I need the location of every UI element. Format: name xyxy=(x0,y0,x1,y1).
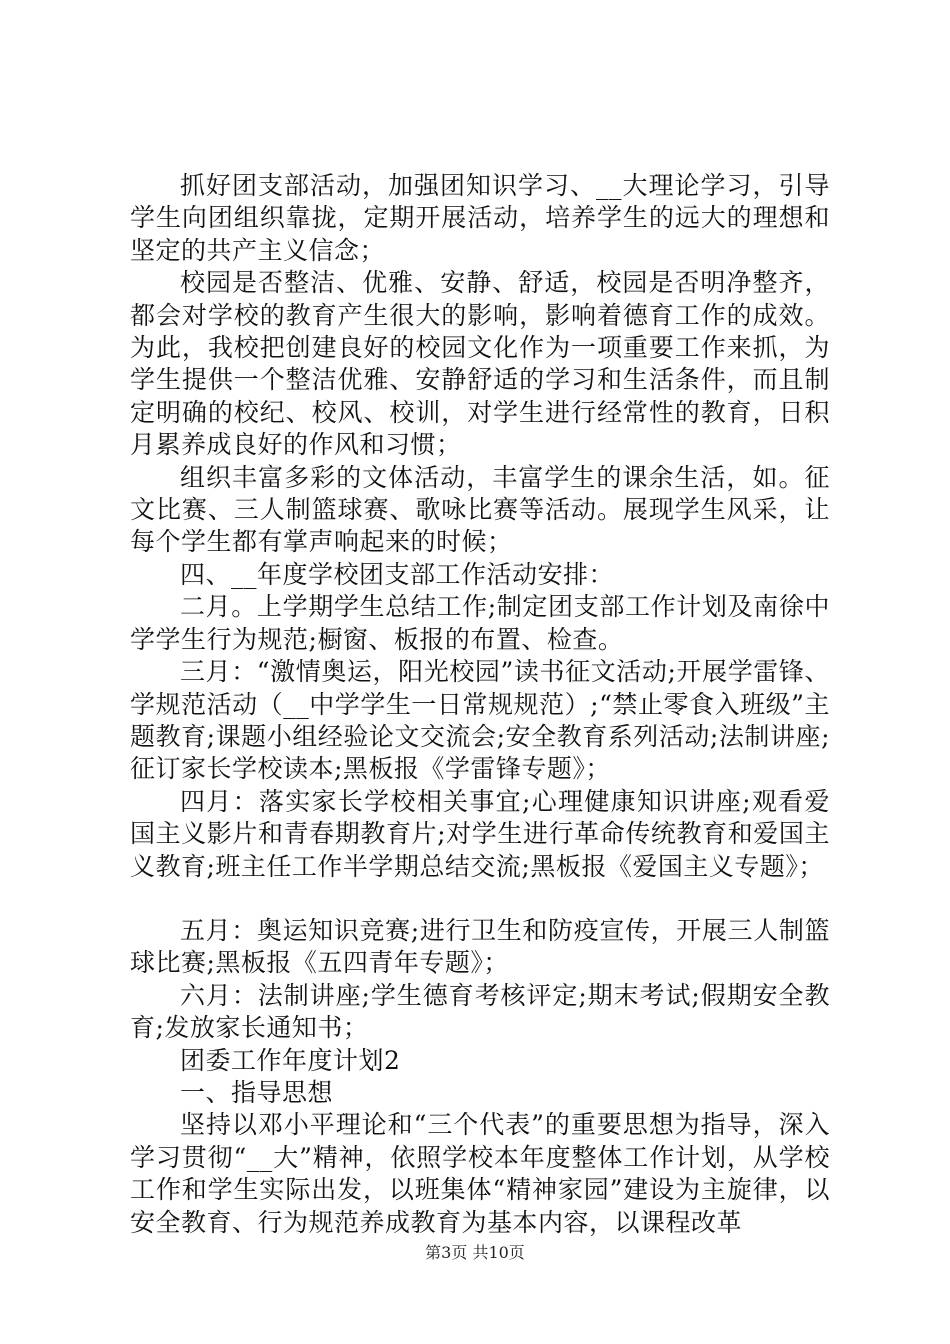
paragraph-campus-culture: 校园是否整洁、优雅、安静、舒适，校园是否明净整齐，都会对学校的教育产生很大的影响，影响着德育工作的成效。为此，我校把创建良好的校园文化作为一项重要工作来抓，为学生提供一个整洁优雅、安静舒适的学习和生活条件，而且制定明确的校纪、校风、校训，对学生进行经常性的教育，日积月累养成良好的作风和习惯； xyxy=(130,268,830,460)
paragraph-guiding-thought: 坚持以邓小平理论和“三个代表”的重要思想为指导，深入学习贯彻“__大”精神，依照学校本年度整体工作计划，从学校工作和学生实际出发，以班集体“精神家园”建设为主旋律，以安全教育、行为规范养成教育为基本内容，以课程改革 xyxy=(130,1110,830,1237)
paragraph-may: 五月：奥运知识竞赛;进行卫生和防疫宣传，开展三人制篮球比赛;黑板报《五四青年专题》； xyxy=(130,915,830,978)
paragraph-tuanzhibu-activities: 抓好团支部活动，加强团知识学习、__大理论学习，引导学生向团组织靠拢，定期开展活动，培养学生的远大的理想和坚定的共产主义信念； xyxy=(130,171,830,265)
paragraph-march: 三月：“激情奥运，阳光校园”读书征文活动;开展学雷锋、学规范活动（__中学学生一日常规规范）;“禁止零食入班级”主题教育;课题小组经验论文交流会;安全教育系列活动;法制讲座;征订家长学校读本;黑板报《学雷锋专题》； xyxy=(130,657,830,784)
plan-title: 团委工作年度计划2 xyxy=(180,1045,401,1075)
paragraph-june: 六月：法制讲座;学生德育考核评定;期末考试;假期安全教育;发放家长通知书； xyxy=(130,980,830,1043)
paragraph-february: 二月。上学期学生总结工作;制定团支部工作计划及南徐中学学生行为规范;橱窗、板报的布置、检查。 xyxy=(130,592,830,654)
document-body xyxy=(130,170,830,1239)
section-heading-schedule: 四、__年度学校团支部工作活动安排： xyxy=(180,559,615,589)
page-number-footer: 第3页 共10页 xyxy=(425,1243,525,1262)
paragraph-april: 四月：落实家长学校相关事宜;心理健康知识讲座;观看爱国主义影片和青春期教育片;对学生进行革命传统教育和爱国主义教育;班主任工作半学期总结交流;黑板报《爱国主义专题》； xyxy=(130,786,830,881)
paragraph-cultural-sports: 组织丰富多彩的文体活动，丰富学生的课余生活，如。征文比赛、三人制篮球赛、歌咏比赛等活动。展现学生风采，让每个学生都有掌声响起来的时候； xyxy=(130,462,830,557)
section-heading-guiding-thought: 一、指导思想 xyxy=(180,1077,334,1107)
